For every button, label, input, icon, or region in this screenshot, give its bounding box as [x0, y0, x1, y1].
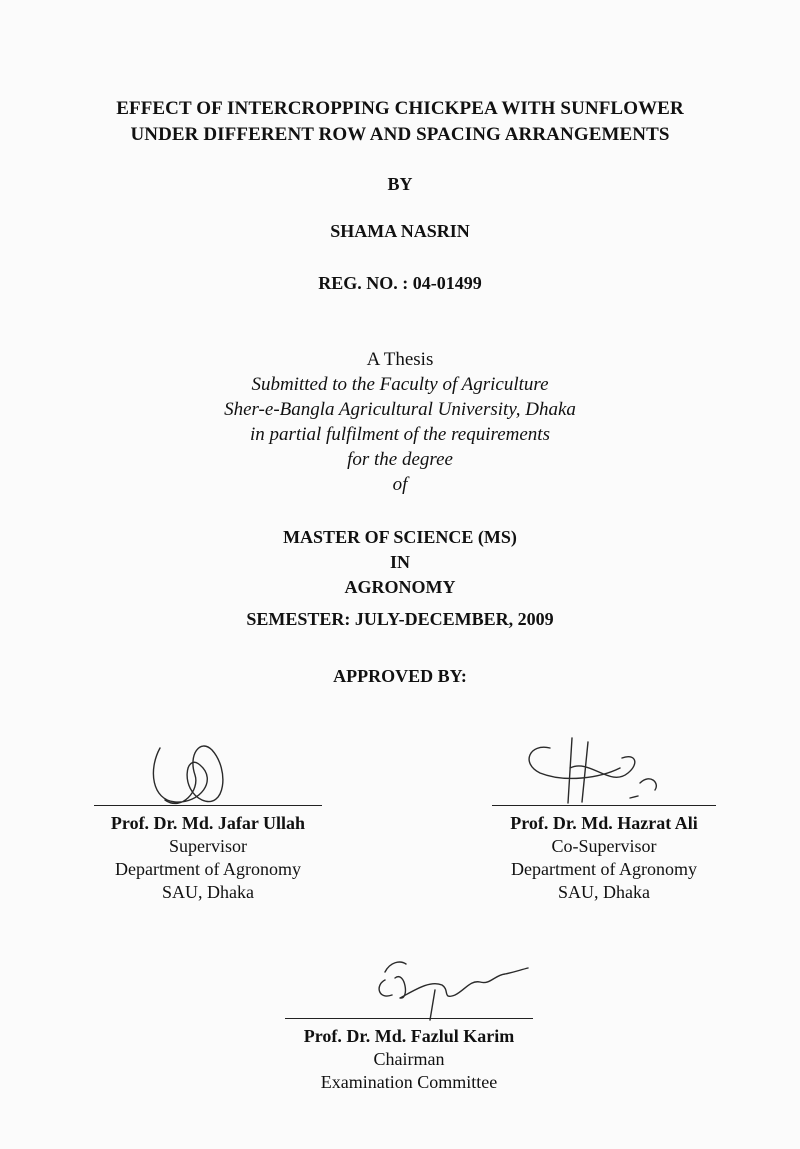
co-supervisor-signature: [510, 728, 670, 808]
supervisor-department: Department of Agronomy: [115, 859, 301, 879]
thesis-line-6: of: [392, 474, 408, 495]
co-supervisor-block: [480, 805, 728, 904]
by-label: BY: [387, 174, 413, 194]
chairman-signature-line: [285, 1018, 533, 1019]
supervisor-role: Supervisor: [169, 836, 247, 856]
co-supervisor-signature-line: [492, 805, 716, 806]
author-name: SHAMA NASRIN: [330, 221, 470, 241]
supervisor-block: [88, 805, 328, 904]
thesis-line-3: Sher-e-Bangla Agricultural University, Dhaka: [224, 399, 576, 420]
approved-by-heading: APPROVED BY:: [333, 666, 467, 686]
supervisor-name: Prof. Dr. Md. Jafar Ullah: [110, 813, 306, 833]
supervisor-institution: SAU, Dhaka: [162, 882, 254, 902]
thesis-title: [0, 96, 800, 148]
thesis-line-2: Submitted to the Faculty of Agriculture: [251, 374, 549, 395]
co-supervisor-name: Prof. Dr. Md. Hazrat Ali: [510, 813, 698, 833]
co-supervisor-department: Department of Agronomy: [511, 859, 697, 879]
chairman-role: Chairman: [373, 1049, 445, 1069]
thesis-line-5: for the degree: [347, 449, 453, 470]
thesis-line-4: in partial fulfilment of the requirements: [250, 424, 550, 445]
supervisor-signature-line: [94, 805, 322, 806]
degree-line-3: AGRONOMY: [344, 577, 456, 597]
title-line-2: UNDER DIFFERENT ROW AND SPACING ARRANGEMENTS: [130, 124, 670, 145]
co-supervisor-role: Co-Supervisor: [551, 836, 657, 856]
thesis-line-1: A Thesis: [366, 349, 434, 370]
degree-block: [0, 525, 800, 600]
degree-line-2: IN: [389, 552, 410, 572]
chairman-signature: [370, 950, 535, 1025]
thesis-statement: [0, 347, 800, 497]
semester: SEMESTER: JULY-DECEMBER, 2009: [246, 609, 554, 629]
supervisor-signature: [140, 730, 240, 815]
chairman-committee: Examination Committee: [320, 1072, 498, 1092]
co-supervisor-institution: SAU, Dhaka: [558, 882, 650, 902]
chairman-name: Prof. Dr. Md. Fazlul Karim: [303, 1026, 515, 1046]
registration-number: REG. NO. : 04-01499: [318, 273, 482, 293]
title-line-1: EFFECT OF INTERCROPPING CHICKPEA WITH SUNFLOWER: [116, 98, 684, 119]
chairman-block: [282, 1018, 536, 1094]
degree-line-1: MASTER OF SCIENCE (MS): [283, 527, 517, 547]
